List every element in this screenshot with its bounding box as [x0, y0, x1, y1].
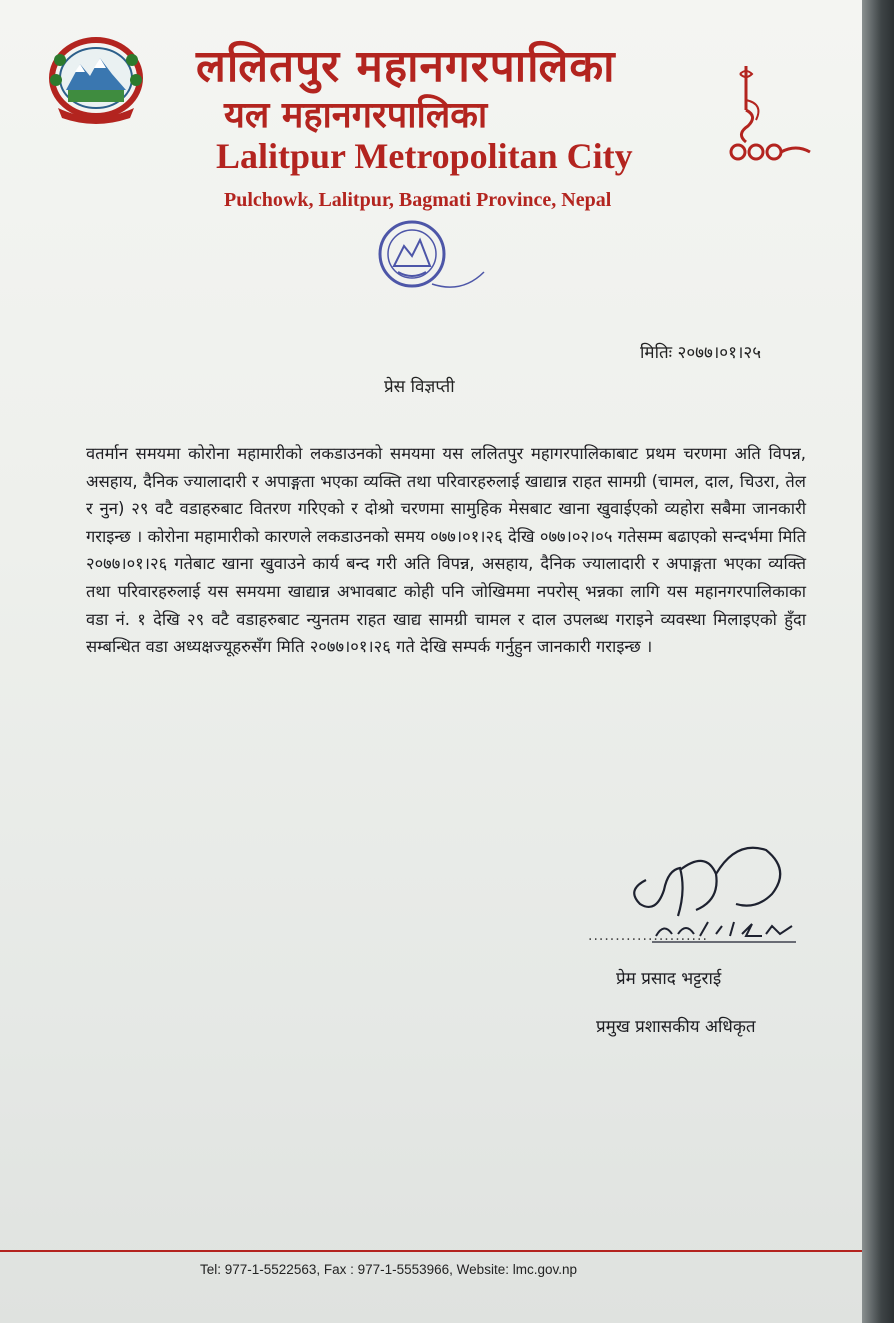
office-title-nepali: ललितपुर महानगरपालिका: [196, 41, 616, 92]
office-seal-icon: [362, 214, 488, 314]
signatory-title: प्रमुख प्रशासकीय अधिकृत: [596, 1017, 756, 1037]
press-release-body: वतर्मान समयमा कोरोना महामारीको लकडाउनको समयमा यस ललितपुर महागरपालिकाबाट प्रथम चरणमा अति विपन्न, असहाय, दैनिक ज्यालादारी र अपाङ्गता भएका व्यक्ति तथा परिवारहरुलाई खाद्यान्न राहत सामग्री (चामल, दाल, चिउरा, तेल र नुन) २९ वटै वडाहरुबाट वितरण गरिएको र दोश्रो चरणमा सामुहिक मेसबाट खाना खुवाईएको व्यहोरा सबैमा जानकारी गराइन्छ । कोरोना महामारीको कारणले लकडाउनको समय ०७७।०१।२६ देखि ०७७।०२।०५ गतेसम्म बढाएको सन्दर्भमा मिति २०७७।०१।२६ गतेबाट खाना खुवाउने कार्य बन्द गरी अति विपन्न, असहाय, दैनिक ज्यालादारी र अपाङ्गता भएका व्यक्ति तथा परिवारहरुलाई यस समयमा खाद्यान्न अभावबाट कोही पनि जोखिममा नपरोस् भन्नका लागि यस महानगरपालिकाका वडा नं. १ देखि २९ वटै वडाहरुबाट न्युनतम राहत खाद्य सामग्री चामल र दाल उपलब्ध गराइने व्यवस्था मिलाइएको हुँदा सम्बन्धित वडा अध्यक्षज्यूहरुसँग मिति २०७७।०१।२६ गते देखि सम्पर्क गर्नुहुन जानकारी गराइन्छ ।: [86, 444, 806, 657]
office-title-newari: यल महानगरपालिका: [224, 95, 488, 136]
document-date: मितिः २०७७।०१।२५: [640, 343, 762, 363]
signature-line: ......................: [588, 928, 708, 944]
footer-divider: [0, 1250, 866, 1252]
footer-contact: Tel: 977-1-5522563, Fax : 977-1-5553966, Website: lmc.gov.np: [200, 1262, 577, 1277]
lmc-logo-icon: [718, 60, 814, 164]
nepal-emblem-icon: [40, 30, 152, 126]
background-surface: [862, 0, 894, 1323]
office-address: Pulchowk, Lalitpur, Bagmati Province, Nepal: [224, 189, 612, 211]
office-title-english: Lalitpur Metropolitan City: [216, 136, 633, 176]
press-release-heading: प्रेस विज्ञप्ती: [384, 377, 455, 397]
signatory-name: प्रेम प्रसाद भट्टराई: [616, 969, 722, 989]
